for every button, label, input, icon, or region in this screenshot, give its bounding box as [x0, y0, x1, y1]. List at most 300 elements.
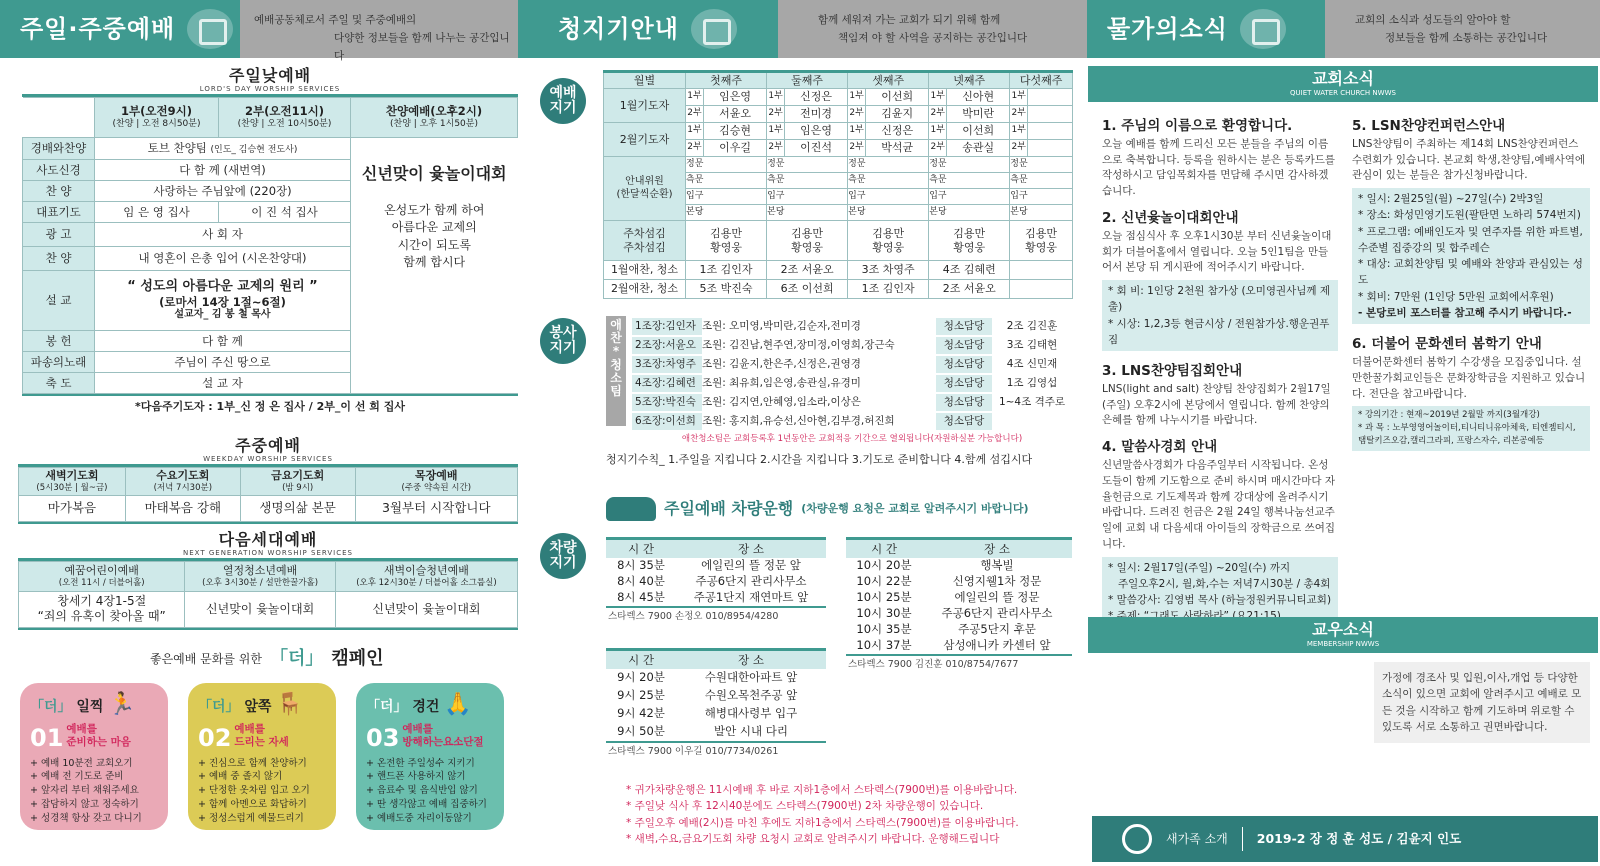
- part-label: 1부: [767, 123, 785, 140]
- guide-label: 안내위원 (한달씩순환): [604, 157, 686, 221]
- member-subtitle: MEMBERSHIP NWWS: [1306, 640, 1380, 648]
- parking-name: 황영웅: [872, 240, 905, 254]
- weekday-section: [18, 436, 518, 524]
- card-item: + 잡담하지 않고 정숙하기: [30, 798, 139, 810]
- weekday-subtitle: WEEKDAY WORSHIP SERVICES: [203, 455, 333, 463]
- week-header: 첫째주: [686, 72, 767, 89]
- parking-name: 김용만: [1025, 226, 1058, 240]
- prayer-name: 임은영: [785, 123, 848, 140]
- card-item: + 예배 전 기도로 준비: [30, 771, 124, 783]
- guide-post: 본당: [1010, 205, 1073, 221]
- nextgen-name: 새벽이슬청년예배: [383, 564, 469, 578]
- route-time: 8시 35분: [617, 558, 665, 573]
- prayer-name: 신정은: [785, 89, 848, 106]
- campaign-logo: 「더」: [366, 699, 408, 715]
- praying-icon: 🙏: [444, 692, 472, 717]
- nextgen-name: 예꿈어린이예배: [64, 564, 139, 578]
- prayer-name: 박석균: [866, 140, 929, 157]
- guide-post: 정문: [848, 157, 929, 173]
- month-label: 2월기도자: [604, 123, 686, 157]
- weekday-text: 마태복음 강해: [125, 495, 240, 521]
- section-title: 청지기안내: [558, 15, 679, 43]
- order-value: 사랑하는 주님앞에 (220장): [95, 180, 351, 201]
- order-value: 주님이 주신 땅으로: [95, 351, 351, 372]
- parking-name: 김용만: [953, 226, 986, 240]
- guide-post: 정문: [767, 157, 848, 173]
- weekday-text: 생명의삶 본문: [240, 495, 355, 521]
- order-label: 찬 양: [23, 246, 95, 270]
- part-label: 1부: [767, 89, 785, 106]
- team-duty: 2조 김진훈: [992, 318, 1072, 335]
- team-members: 조원: 오미영,박미란,김순자,전미경: [702, 318, 936, 335]
- route-time: 9시 42분: [617, 706, 665, 721]
- part-label: 1부: [848, 123, 866, 140]
- header-news-desc: [1325, 0, 1600, 58]
- guide-post: 정문: [686, 157, 767, 173]
- sermon-ref: (로마서 14장 1절~6절): [159, 294, 286, 309]
- card-list: [198, 757, 326, 826]
- route-stop: 주공6단지 관리사무소: [941, 606, 1053, 621]
- news-detail: * 회 비: 1인당 2천원 참가상 (오미영권사님께 제출): [1108, 285, 1331, 314]
- nextgen-time: (오후 3시30분 / 설만한꿀가홀): [202, 577, 319, 588]
- part-label: 1부: [1010, 123, 1028, 140]
- part-label: 2부: [929, 140, 947, 157]
- news-heading: 1. 주님의 이름으로 환영합니다.: [1102, 118, 1293, 134]
- part-label: 1부: [929, 123, 947, 140]
- part-label: 2부: [1010, 140, 1028, 157]
- route-stop: 수원오목천주공 앞: [704, 688, 798, 703]
- prayer-name: 임은영: [704, 89, 767, 106]
- card-title: 경건: [412, 699, 440, 715]
- card-item: + 단정한 옷차림 입고 오기: [198, 785, 310, 797]
- part-label: 2부: [686, 106, 704, 123]
- parking-label: 주차섬김: [623, 226, 666, 240]
- route-time: 10시 30분: [856, 606, 912, 621]
- service-steward-badge: 봉사 지기: [540, 318, 586, 364]
- parking-name: 황영웅: [791, 240, 824, 254]
- team-leader: 6조장:이선희: [635, 414, 696, 427]
- card-item: + 진심으로 함께 찬양하기: [198, 757, 307, 769]
- card-sub: 드리는 자세: [234, 736, 289, 749]
- order-value: 다 함 께: [95, 330, 351, 351]
- route-time: 10시 20분: [856, 558, 912, 573]
- news-banner: [1088, 66, 1598, 102]
- team-leader: 2조장:서윤오: [635, 338, 696, 351]
- card-number: 01: [30, 723, 64, 752]
- event-line: 시간이 되도록: [397, 237, 471, 252]
- week-header: 셋째주: [848, 72, 929, 89]
- route-header: 시 간: [628, 541, 654, 556]
- guide-post: 입구: [767, 189, 848, 205]
- news-detail: * 시상: 1,2,3등 현금시상 / 전원참가상.행운권푸짐: [1108, 317, 1330, 346]
- prayer-name: 김승현: [704, 123, 767, 140]
- team-note: 애찬청소팀은 교회등록후 1년동안은 교회적응 기간으로 열외됩니다(자원하실분 가능합니다): [681, 434, 1023, 444]
- clean-team: 2조 서윤오: [767, 261, 848, 280]
- new-family-value: 2019-2 장 정 훈 성도 / 김윤지 인도: [1256, 831, 1462, 847]
- week-header: 둘째주: [767, 72, 848, 89]
- new-family-bar: [1092, 816, 1598, 862]
- news-detail-box: [1352, 406, 1590, 450]
- sitting-icon: 🪑: [276, 692, 304, 717]
- route-stop: 주공1단지 재연마트 앞: [693, 590, 809, 605]
- campaign-logo: 「더」: [269, 648, 324, 669]
- news-detail: * 회비: 7만원 (1인당 5만원 교회에서후원): [1358, 290, 1554, 303]
- card-item: + 음료수 및 음식반입 않기: [366, 785, 478, 797]
- prayer-name: 송관실: [947, 140, 1010, 157]
- part-label: 2부: [848, 140, 866, 157]
- team-role: 청소담당: [943, 357, 985, 370]
- schedule-table: [603, 70, 1073, 299]
- news-body: 더불어문화센터 봄학기 수강생을 모집중입니다. 설만한꿀가회교인들은 문화장학금을 지원하고 있습니다. 전단을 참고바랍니다.: [1352, 356, 1586, 400]
- news-detail: 주일오후2시, 월,화,수는 저녁7시30분 / 총4회: [1118, 577, 1331, 590]
- weekday-name: 목장예배: [415, 469, 458, 483]
- prayer-name: 서윤오: [704, 106, 767, 123]
- news-heading: 4. 말씀사경회 안내: [1102, 439, 1218, 456]
- header-desc: 정보들을 함께 소통하는 공간입니다: [1385, 31, 1548, 44]
- header-desc: 예배공동체로서 주일 및 주중예배의: [254, 14, 417, 26]
- car-heading: [606, 497, 1086, 521]
- runner-icon: 🏃: [108, 692, 136, 717]
- weekday-time: (주중 약속된 시간): [401, 482, 472, 493]
- sermon-preacher: 설교자_ 김 봉 철 목사: [174, 309, 271, 321]
- news-heading: 3. LNS찬양팀집회안내: [1102, 363, 1243, 380]
- news-body: 신년말씀사경회가 다음주일부터 시작됩니다. 온성도들이 함께 기도함으로 준비 하시며 매시간마다 자율헌금으로 기도제목과 함께 강대상에 올려주시기 바랍니다. 드려진 헌금은 2월 24일 행복나눔선교주일에 교회 내 다음세대 아이들의 장학금으로 쓰여집니다.: [1102, 459, 1336, 550]
- guide-post: 본당: [929, 205, 1010, 221]
- card-item: + 예배도중 자리이동않기: [366, 812, 472, 824]
- order-label: 설 교: [23, 270, 95, 330]
- part-label: 2부: [686, 140, 704, 157]
- campaign-logo: 「더」: [30, 699, 72, 715]
- route-time: 9시 20분: [617, 670, 665, 685]
- nextgen-title: 다음세대예배: [218, 530, 318, 549]
- news-detail-box: [1102, 280, 1338, 351]
- news-detail: * 말씀강사: 김영범 목사 (하늘정원커뮤니티교회): [1108, 594, 1332, 607]
- team-list: [632, 316, 1072, 445]
- team-role: 청소담당: [943, 395, 985, 408]
- week-header: 다섯째주: [1010, 72, 1073, 89]
- order-value: 다 함 께 (새번역): [95, 159, 351, 180]
- news-left: [1102, 114, 1338, 628]
- route-time: 8시 45분: [617, 590, 665, 605]
- card-item: + 예배 10분전 교회오기: [30, 757, 133, 769]
- card-list: [366, 757, 494, 826]
- route-stop: 주공5단지 후문: [958, 622, 1036, 637]
- route-time: 10시 35분: [856, 622, 912, 637]
- clean-label: 2월애찬, 청소: [604, 280, 686, 299]
- guide-post: 본당: [767, 205, 848, 221]
- news-body: 오늘 예배를 함께 드리신 모든 분들을 주님의 이름으로 축복합니다. 등록을 원하시는 분은 등록카드를 작성하시고 담임목회자를 면담해 주시면 감사하겠습니다.: [1102, 137, 1336, 198]
- weekday-name: 수요기도회: [156, 469, 210, 483]
- sunday-table: [22, 97, 518, 394]
- nextgen-section: [18, 530, 518, 630]
- clean-label: 1월애찬, 청소: [604, 261, 686, 280]
- guide-post: 본당: [848, 205, 929, 221]
- car-title: 주일예배 차량운행: [664, 499, 794, 518]
- nextgen-text: “죄의 유혹이 찾아올 때”: [37, 609, 166, 624]
- sunday-subtitle: LORD'S DAY WORSHIP SERVICES: [199, 85, 341, 93]
- service-1-label: 1부(오전9시): [121, 104, 192, 119]
- month-label: 1월기도자: [604, 89, 686, 123]
- event-line: 아름다운 교제의: [391, 220, 477, 235]
- order-label: 파송의노래: [23, 351, 95, 372]
- clean-team: 4조 김혜련: [929, 261, 1010, 280]
- clean-team: [1010, 261, 1073, 280]
- card-sub: 방해하는요소단절: [402, 736, 484, 749]
- news-detail: * 일시: 2월25일(월) ~27일(수) 2박3일: [1358, 193, 1544, 206]
- car-subtitle: (차량운행 요청은 교회로 알려주시기 바랍니다): [801, 502, 1029, 516]
- news-body: LNS(light and salt) 찬양팀 찬양집회가 2월17일(주일) 오후2시에 본당에서 열립니다. 함께 찬양의 은혜를 함께 나누시기를 바랍니다.: [1102, 382, 1331, 427]
- team-members: 조원: 김지연,안혜영,임소라,이상은: [702, 394, 936, 411]
- event-line: 온성도가 함께 하여: [384, 202, 485, 217]
- steward-rules: 청지기수칙_ 1.주일을 지킵니다 2.시간을 지킵니다 3.기도로 준비합니다 4.함께 섬깁시다: [606, 453, 1033, 466]
- weekday-title: 주중예배: [235, 436, 301, 455]
- team-leader: 4조장:김혜련: [635, 376, 696, 389]
- order-label: 광 고: [23, 222, 95, 246]
- route-stop: 행복빌: [980, 558, 1014, 573]
- parking-name: 황영웅: [710, 240, 742, 254]
- order-label: 찬 양: [23, 180, 95, 201]
- car-note: * 주일오후 예배(2시)를 마친 후에도 지하1층에서 스타렉스(7900번)를 이용바랍니다.: [626, 816, 1019, 829]
- news-body: LNS찬양팀이 주최하는 제14회 LNS찬양컨퍼런스 수련회가 있습니다. 본교회 학생,찬양팀,예배사역에 관심이 있는 분들은 참가신청바랍니다.: [1352, 137, 1586, 182]
- nextgen-text: 신년맞이 윷놀이대회: [335, 591, 517, 627]
- car-steward-badge: 차량 지기: [540, 533, 586, 579]
- guide-post: 측문: [686, 173, 767, 189]
- card-item: + 앞자리 부터 채워주세요: [30, 785, 139, 797]
- header-desc: 교회의 소식과 성도들의 알아야 할: [1355, 14, 1511, 26]
- card-item: + 함께 아멘으로 화답하기: [198, 798, 307, 810]
- prayer-name: 이진석: [785, 140, 848, 157]
- part-label: 1부: [686, 123, 704, 140]
- service-2-label: 2부(오전11시): [245, 104, 324, 119]
- news-heading: 6. 더불어 문화센터 봄학기 안내: [1352, 336, 1542, 353]
- news-detail-box: [1352, 188, 1590, 324]
- car-icon: [606, 497, 656, 521]
- order-value: 이 진 석 집사: [219, 201, 351, 222]
- weekday-name: 금요기도회: [271, 469, 325, 483]
- guide-post: 입구: [1010, 189, 1073, 205]
- route-stop: 신영지웰1차 정문: [952, 574, 1042, 589]
- car-note: * 주일낮 식사 후 12시40분에도 스타렉스(7900번) 2차 차량운행이 있습니다.: [626, 800, 984, 813]
- guide-post: 본당: [686, 205, 767, 221]
- prayer-name: 박미란: [947, 106, 1010, 123]
- route-stop: 발안 시내 다리: [714, 724, 788, 739]
- header-steward-desc: [778, 0, 1087, 58]
- route-time: 9시 25분: [617, 688, 665, 703]
- header-desc: 다양한 정보들을 함께 나누는 공간입니다: [334, 31, 510, 62]
- car-route-2: [606, 648, 826, 760]
- route-stop: 수원대한아파트 앞: [704, 670, 798, 685]
- nextgen-text: 창세기 4장1-5절: [57, 594, 147, 609]
- campaign-lead: 좋은예배 문화를 위한: [150, 651, 262, 666]
- event-line: 함께 합시다: [403, 254, 466, 269]
- part-label: 2부: [767, 106, 785, 123]
- card-item: + 온전한 주일성수 지키기: [366, 757, 475, 769]
- service-1-time: (찬양 | 오전 8시50분): [112, 118, 201, 129]
- guide-post: 측문: [1010, 173, 1073, 189]
- route-time: 10시 22분: [856, 574, 912, 589]
- part-label: 1부: [1010, 89, 1028, 106]
- guide-post: 입구: [848, 189, 929, 205]
- route-time: 8시 40분: [617, 574, 665, 589]
- order-label: 대표기도: [23, 201, 95, 222]
- car-note: * 귀가차량운행은 11시예배 후 바로 지하1층에서 스타렉스(7900번)를 이용바랍니다.: [626, 784, 1018, 796]
- news-heading: 2. 신년윷놀이대회안내: [1102, 209, 1239, 226]
- nextgen-text: 신년맞이 윷놀이대회: [185, 591, 336, 627]
- prayer-name: 전미경: [785, 106, 848, 123]
- service-2-time: (찬양 | 오전 10시50분): [237, 118, 332, 129]
- week-header: 넷째주: [929, 72, 1010, 89]
- header-desc: 책임져 야 할 사역을 공지하는 공간입니다: [838, 31, 1028, 44]
- service-3-label: 찬양예배(오후2시): [385, 104, 483, 119]
- header-news: [1087, 0, 1325, 58]
- next-prayer: *다음주기도자 : 1부_신 정 은 집사 / 2부_이 선 희 집사: [134, 399, 406, 413]
- event-text: [351, 202, 518, 272]
- nextgen-table: [18, 561, 518, 628]
- order-label: 사도신경: [23, 159, 95, 180]
- route-stop: 에일린의 뜰 정문: [954, 590, 1040, 605]
- new-family-label: 새가족 소개: [1166, 831, 1228, 846]
- parking-name: 김용만: [710, 226, 742, 240]
- route-table: [606, 537, 826, 606]
- weekday-text: 3월부터 시작합니다: [355, 495, 517, 521]
- prayer-name: 이우길: [704, 140, 767, 157]
- route-stop: 주공6단지 관리사무소: [695, 574, 807, 589]
- campaign-logo: 「더」: [198, 699, 240, 715]
- parking-name: 김용만: [872, 226, 905, 240]
- weekday-name: 새벽기도회: [45, 469, 99, 483]
- route-header: 시 간: [871, 541, 897, 556]
- order-value: 사 회 자: [95, 222, 351, 246]
- card-item: + 성경책 항상 갖고 다니기: [30, 812, 142, 824]
- team-leader: 1조장:김인자: [635, 319, 696, 332]
- card-item: + 딴 생각않고 예배 집중하기: [366, 798, 487, 810]
- news-right: [1352, 114, 1590, 451]
- prayer-name: 김윤지: [866, 106, 929, 123]
- route-table: [846, 537, 1072, 654]
- news-detail: * 프로그램: 예배인도자 및 연주자를 위한 파트별, 수준별 집중강의 및 합주레슨: [1358, 225, 1583, 254]
- part-label: 1부: [686, 89, 704, 106]
- parking-name: 황영웅: [953, 240, 986, 254]
- campaign-card: [356, 683, 504, 830]
- nextgen-name: 열정청소년예배: [222, 564, 298, 578]
- clean-team: 1조 김인자: [686, 261, 767, 280]
- route-stop: 에일린의 뜰 정문 앞: [701, 558, 801, 573]
- clean-team: [1010, 280, 1073, 299]
- event-title: 신년맞이 윷놀이대회: [361, 163, 507, 183]
- member-text: 가정에 경조사 및 입원,이사,개업 등 다양한 소식이 있으면 교회에 알려주시고 예배로 모든 것을 시작하고 함께 기도하며 위로할 수 있도록 서로 소통하고 권면바랍니다.: [1374, 662, 1590, 743]
- order-label: 경배와찬양: [23, 137, 95, 159]
- team-members: 조원: 김윤지,한은주,신정은,권영경: [702, 356, 936, 373]
- part-label: 2부: [767, 140, 785, 157]
- prayer-name: 신아현: [947, 89, 1010, 106]
- team-duty: 4조 신민재: [992, 356, 1072, 373]
- weekday-time: (밤 9시): [282, 482, 314, 493]
- prayer-name: 신정은: [866, 123, 929, 140]
- clean-team: 3조 차영주: [848, 261, 929, 280]
- parking-label: 주차섬김: [623, 240, 666, 254]
- nextgen-time: (오후 12시30분 / 더블어홀 소그룹실): [356, 577, 497, 588]
- order-label: 축 도: [23, 372, 95, 393]
- news-detail: * 과 목 : 노부영영어놀이터,티니티니유아체육, 티엔젬티시, 탬탈키즈오감,캘리그라피, 프랑스자수, 리본공예등: [1358, 423, 1576, 446]
- card-item: + 예배 중 졸지 않기: [198, 771, 283, 783]
- campaign-card: [20, 683, 168, 830]
- team-members: 조원: 홍지희,유승선,신아현,김부경,허진희: [702, 413, 936, 430]
- megaphone-icon: [691, 9, 737, 49]
- team-table: [632, 316, 1072, 432]
- prayer-schedule: [603, 70, 1073, 299]
- part-label: 2부: [848, 106, 866, 123]
- team-role: 청소담당: [943, 319, 985, 332]
- clean-team: 2조 서윤오: [929, 280, 1010, 299]
- team-role: 청소담당: [943, 338, 985, 351]
- team-side-label: 애 찬 * 청 소 팀: [606, 316, 626, 426]
- card-sub: 예배를: [234, 722, 265, 735]
- weekday-text: 마가복음: [19, 495, 126, 521]
- order-value: 토브 찬양팀: [147, 140, 207, 155]
- card-item: + 핸드폰 사용하지 않기: [366, 771, 466, 783]
- team-duty: 1~4조 격주로: [992, 394, 1072, 411]
- parking-name: 황영웅: [1025, 240, 1058, 254]
- news-detail: - 본당로비 포스터를 참고해 주시기 바랍니다.-: [1358, 306, 1572, 319]
- team-leader: 3조장:차영주: [635, 357, 696, 370]
- header-worship: [0, 0, 240, 58]
- card-sub: 예배를: [66, 722, 97, 735]
- guide-post: 정문: [929, 157, 1010, 173]
- team-duty: 3조 김태현: [992, 337, 1072, 354]
- order-label: 봉 헌: [23, 330, 95, 351]
- news-body: 오늘 점심식사 후 오후1시30분 부터 신년윷놀이대회가 더블어홀에서 열립니다. 오늘 5인1팀을 만들어서 본당 뒤 게시판에 적어주시기 바랍니다.: [1102, 229, 1332, 274]
- order-value: 설 교 자: [95, 372, 351, 393]
- sunday-section: [22, 66, 518, 414]
- bible-icon: [187, 9, 233, 49]
- worship-steward-badge: 예배 지기: [540, 78, 586, 124]
- campaign-heading: [150, 648, 410, 671]
- route-header: 시 간: [628, 652, 654, 667]
- campaign-name: 캠페인: [331, 648, 384, 669]
- route-table: [606, 648, 826, 741]
- route-header: 장 소: [738, 541, 764, 556]
- hands-icon: [1122, 824, 1152, 854]
- route-driver: 스타렉스 7900 이우길 010/7734/0261: [606, 741, 826, 761]
- card-number: 02: [198, 723, 232, 752]
- card-list: [30, 757, 158, 826]
- team-duty: [992, 413, 1072, 430]
- guide-post: 입구: [686, 189, 767, 205]
- section-title: 물가의소식: [1107, 15, 1228, 43]
- guide-post: 측문: [767, 173, 848, 189]
- part-label: 1부: [848, 89, 866, 106]
- news-heading: 5. LSN찬양컨퍼런스안내: [1352, 118, 1506, 134]
- member-title: 교우소식: [1312, 620, 1374, 639]
- member-banner: [1088, 617, 1598, 653]
- prayer-name: 이선희: [866, 89, 929, 106]
- news-title: 교회소식: [1312, 69, 1374, 88]
- order-value: 임 은 영 집사: [95, 201, 219, 222]
- clean-team: 1조 김인자: [848, 280, 929, 299]
- card-title: 앞쪽: [244, 699, 272, 715]
- section-title: 주일·주중예배: [20, 15, 176, 43]
- card-item: + 정성스럽게 예물드리기: [198, 812, 304, 824]
- week-header: 월별: [604, 72, 686, 89]
- sunday-title: 주일낮예배: [228, 66, 312, 85]
- card-sub: 준비하는 마음: [66, 736, 131, 749]
- guide-post: 정문: [1010, 157, 1073, 173]
- clean-team: 6조 이선희: [767, 280, 848, 299]
- team-role: 청소담당: [943, 376, 985, 389]
- sermon-title: “ 성도의 아름다운 교제의 원리 ”: [127, 278, 318, 294]
- guide-post: 측문: [848, 173, 929, 189]
- route-driver: 스타렉스 7900 김진훈 010/8754/7677: [846, 654, 1072, 674]
